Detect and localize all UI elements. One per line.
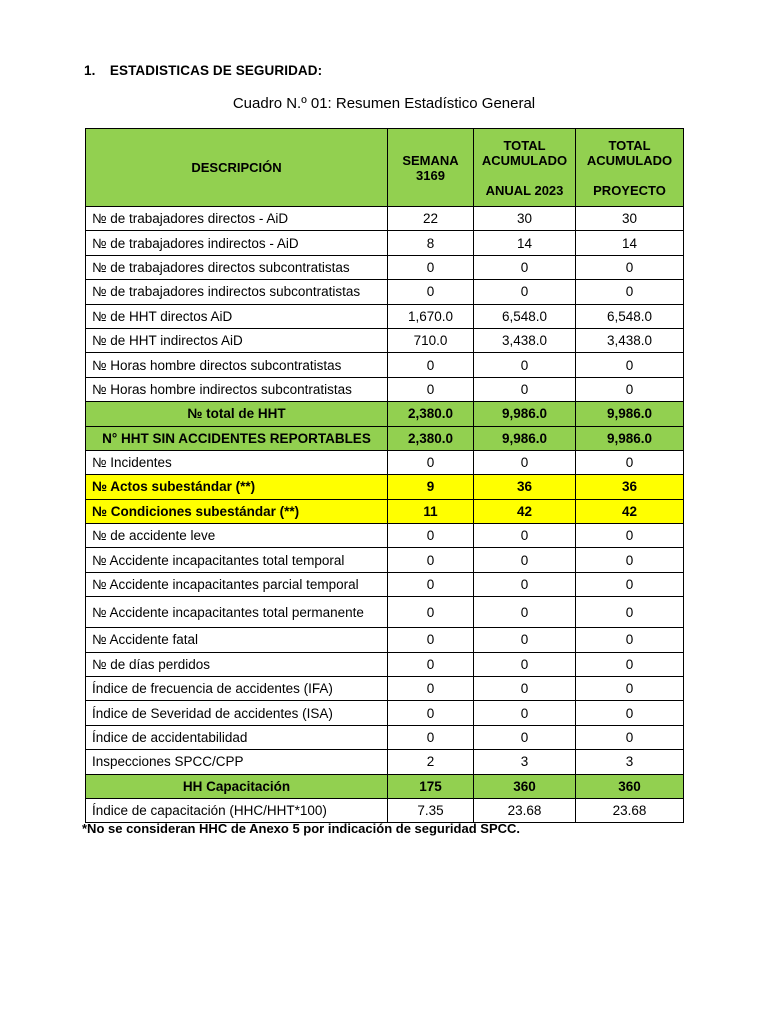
row-project-value: 0 (576, 255, 684, 279)
table-row (86, 280, 684, 304)
row-week-value: 11 (388, 499, 474, 523)
table-row (86, 628, 684, 652)
table-row (86, 725, 684, 749)
row-label: № Horas hombre directos subcontratistas (86, 353, 388, 377)
row-project-value: 14 (576, 231, 684, 255)
header-annual-bottom: ANUAL 2023 (485, 182, 564, 198)
row-annual-value: 36 (474, 475, 576, 499)
row-project-value: 30 (576, 207, 684, 231)
row-label: Índice de accidentabilidad (86, 725, 388, 749)
row-label: Índice de capacitación (HHC/HHT*100) (86, 798, 388, 822)
row-label: Inspecciones SPCC/CPP (86, 750, 388, 774)
table-row-hht-no-accidents (86, 426, 684, 450)
row-project-value: 0 (576, 524, 684, 548)
row-week-value: 9 (388, 475, 474, 499)
row-annual-value: 9,986.0 (474, 402, 576, 426)
row-label: № de accidente leve (86, 524, 388, 548)
table-row (86, 353, 684, 377)
row-label: № de HHT directos AiD (86, 304, 388, 328)
table-row (86, 572, 684, 596)
row-project-value: 0 (576, 377, 684, 401)
row-label: № Horas hombre indirectos subcontratistas (86, 377, 388, 401)
table-row (86, 677, 684, 701)
row-week-value: 1,670.0 (388, 304, 474, 328)
row-week-value: 0 (388, 572, 474, 596)
row-week-value: 0 (388, 524, 474, 548)
row-week-value: 2,380.0 (388, 426, 474, 450)
row-annual-value: 0 (474, 280, 576, 304)
row-week-value: 8 (388, 231, 474, 255)
table-row-substandard-conditions (86, 499, 684, 523)
row-week-value: 0 (388, 677, 474, 701)
row-label: № de días perdidos (86, 652, 388, 676)
section-title: ESTADISTICAS DE SEGURIDAD: (109, 63, 323, 78)
row-label: № Accidente fatal (86, 628, 388, 652)
row-label: N° HHT SIN ACCIDENTES REPORTABLES (86, 426, 388, 450)
table-row (86, 524, 684, 548)
header-description: DESCRIPCIÓN (86, 129, 388, 207)
row-week-value: 0 (388, 701, 474, 725)
row-week-value: 7.35 (388, 798, 474, 822)
row-annual-value: 360 (474, 774, 576, 798)
row-project-value: 0 (576, 701, 684, 725)
table-row-training-hours (86, 774, 684, 798)
row-project-value: 0 (576, 572, 684, 596)
table-row (86, 207, 684, 231)
table-row-total-hht (86, 402, 684, 426)
table-row (86, 597, 684, 628)
row-week-value: 710.0 (388, 328, 474, 352)
row-annual-value: 30 (474, 207, 576, 231)
row-project-value: 23.68 (576, 798, 684, 822)
row-annual-value: 3 (474, 750, 576, 774)
row-label: Índice de frecuencia de accidentes (IFA) (86, 677, 388, 701)
row-annual-value: 42 (474, 499, 576, 523)
table-row (86, 231, 684, 255)
table-row (86, 750, 684, 774)
row-annual-value: 0 (474, 677, 576, 701)
row-project-value: 0 (576, 677, 684, 701)
header-week: SEMANA 3169 (388, 129, 474, 207)
row-label: № de trabajadores directos subcontratistas (86, 255, 388, 279)
row-label: № de trabajadores indirectos - AiD (86, 231, 388, 255)
table-row-substandard-acts (86, 475, 684, 499)
row-week-value: 0 (388, 377, 474, 401)
row-week-value: 175 (388, 774, 474, 798)
row-project-value: 9,986.0 (576, 402, 684, 426)
row-project-value: 3 (576, 750, 684, 774)
table-row (86, 450, 684, 474)
table-row (86, 328, 684, 352)
row-week-value: 2 (388, 750, 474, 774)
row-week-value: 0 (388, 725, 474, 749)
table-row (86, 652, 684, 676)
row-label: № de trabajadores indirectos subcontratistas (86, 280, 388, 304)
row-project-value: 9,986.0 (576, 426, 684, 450)
row-annual-value: 9,986.0 (474, 426, 576, 450)
row-label: № Incidentes (86, 450, 388, 474)
table-row (86, 701, 684, 725)
row-project-value: 0 (576, 652, 684, 676)
row-project-value: 36 (576, 475, 684, 499)
row-week-value: 22 (388, 207, 474, 231)
row-annual-value: 0 (474, 548, 576, 572)
row-annual-value: 3,438.0 (474, 328, 576, 352)
row-annual-value: 0 (474, 725, 576, 749)
row-label: № Accidente incapacitantes total temporal (86, 548, 388, 572)
row-label: Índice de Severidad de accidentes (ISA) (86, 701, 388, 725)
header-annual (474, 129, 576, 207)
row-annual-value: 0 (474, 597, 576, 628)
row-label: № Condiciones subestándar (**) (86, 499, 388, 523)
row-annual-value: 0 (474, 628, 576, 652)
row-week-value: 0 (388, 628, 474, 652)
row-label: № Actos subestándar (**) (86, 475, 388, 499)
header-project-bottom: PROYECTO (593, 182, 666, 198)
footnote: *No se consideran HHC de Anexo 5 por indicación de seguridad SPCC. (82, 821, 521, 836)
row-project-value: 0 (576, 628, 684, 652)
row-label: HH Capacitación (86, 774, 388, 798)
row-label: № de HHT indirectos AiD (86, 328, 388, 352)
row-week-value: 0 (388, 548, 474, 572)
statistics-table (85, 128, 684, 823)
row-annual-value: 0 (474, 652, 576, 676)
row-project-value: 0 (576, 548, 684, 572)
row-project-value: 360 (576, 774, 684, 798)
row-annual-value: 0 (474, 450, 576, 474)
row-project-value: 6,548.0 (576, 304, 684, 328)
row-annual-value: 23.68 (474, 798, 576, 822)
row-week-value: 2,380.0 (388, 402, 474, 426)
row-project-value: 3,438.0 (576, 328, 684, 352)
row-annual-value: 0 (474, 524, 576, 548)
row-week-value: 0 (388, 652, 474, 676)
row-annual-value: 0 (474, 353, 576, 377)
header-project (576, 129, 684, 207)
row-label: № de trabajadores directos - AiD (86, 207, 388, 231)
row-week-value: 0 (388, 255, 474, 279)
table-row (86, 304, 684, 328)
table-row (86, 255, 684, 279)
table-header-row (86, 129, 684, 207)
header-annual-top: TOTAL ACUMULADO (481, 137, 568, 168)
section-number: 1. (84, 63, 96, 78)
row-week-value: 0 (388, 450, 474, 474)
row-annual-value: 6,548.0 (474, 304, 576, 328)
row-week-value: 0 (388, 353, 474, 377)
row-annual-value: 0 (474, 701, 576, 725)
row-project-value: 0 (576, 280, 684, 304)
row-week-value: 0 (388, 280, 474, 304)
row-project-value: 42 (576, 499, 684, 523)
row-annual-value: 0 (474, 572, 576, 596)
row-annual-value: 14 (474, 231, 576, 255)
table-row (86, 798, 684, 822)
row-project-value: 0 (576, 725, 684, 749)
row-project-value: 0 (576, 353, 684, 377)
header-project-top: TOTAL ACUMULADO (586, 137, 673, 168)
row-annual-value: 0 (474, 377, 576, 401)
table-row (86, 377, 684, 401)
table-row (86, 548, 684, 572)
row-week-value: 0 (388, 597, 474, 628)
row-annual-value: 0 (474, 255, 576, 279)
row-project-value: 0 (576, 450, 684, 474)
row-label: № Accidente incapacitantes parcial temporal (86, 572, 388, 596)
section-heading (84, 63, 322, 78)
table-caption: Cuadro N.º 01: Resumen Estadístico General (232, 95, 536, 112)
row-label: № total de HHT (86, 402, 388, 426)
row-project-value: 0 (576, 597, 684, 628)
row-label: № Accidente incapacitantes total permanente (86, 597, 388, 628)
